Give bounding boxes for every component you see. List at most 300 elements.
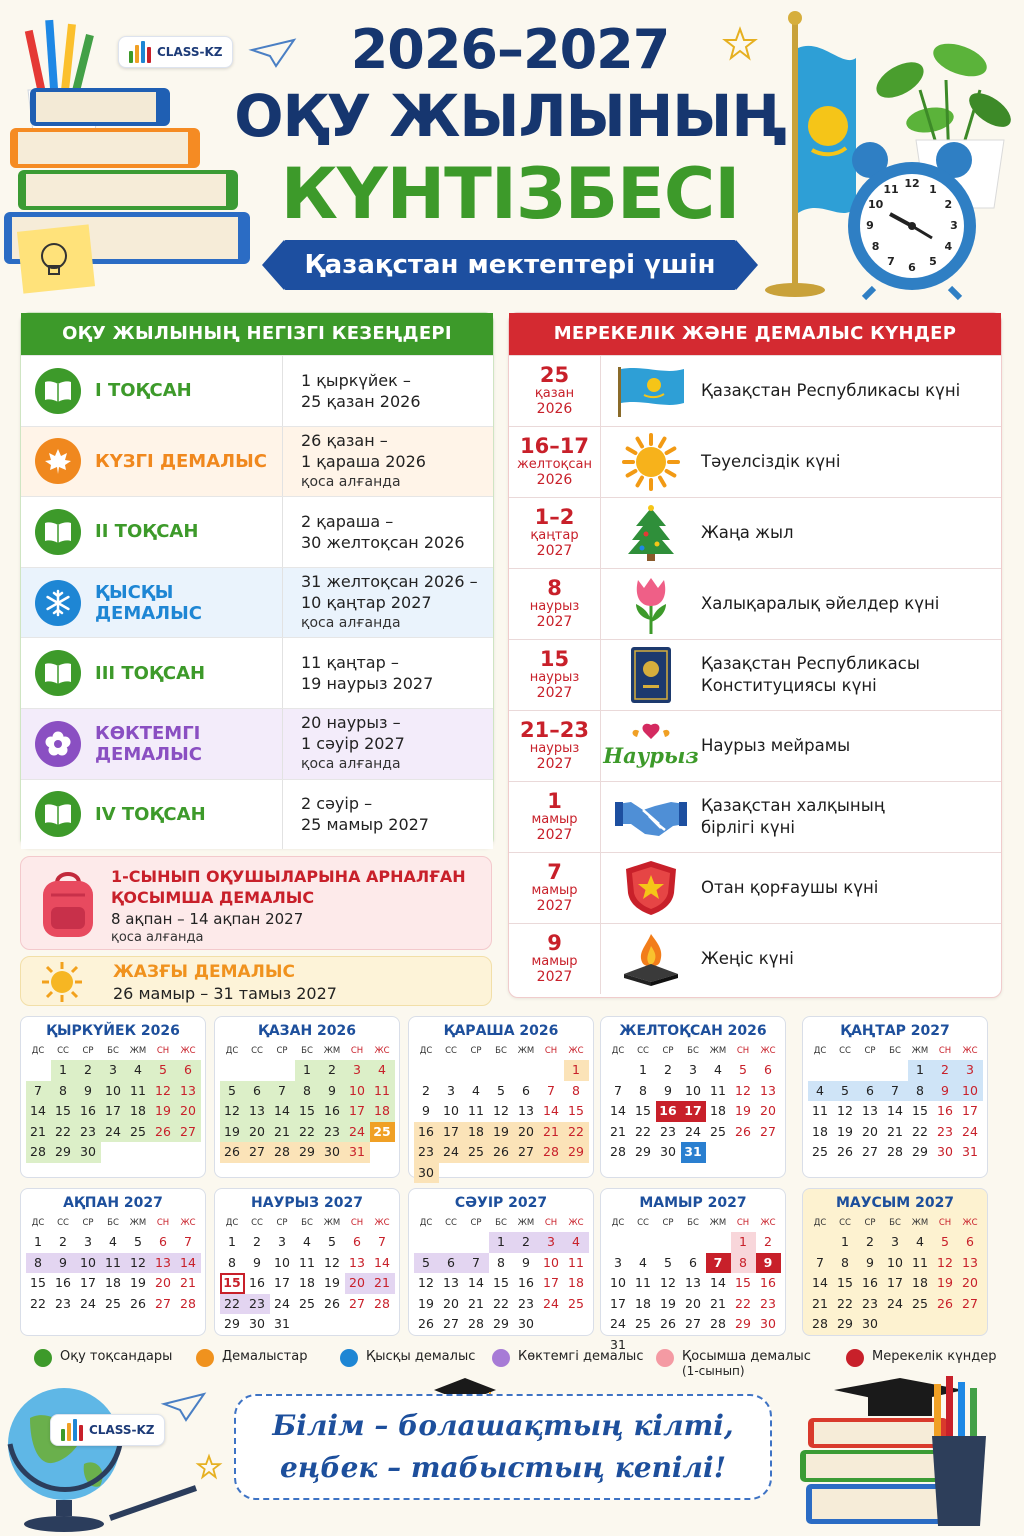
month-title: МАМЫР 2027 [639,1195,747,1211]
calendar-day: 19 [837,1123,853,1139]
calendar-day: 26 [489,1142,514,1163]
footer-logo-text: CLASS-KZ [89,1423,155,1437]
calendar-day: 9 [866,1254,874,1270]
calendar-day: 4 [808,1081,833,1102]
calendar-day: 29 [564,1142,589,1163]
holiday-year: 2027 [536,543,573,559]
weekday-label: ДС [611,1218,625,1228]
calendar-day: 20 [514,1122,539,1143]
calendar-day: 1 [564,1060,589,1081]
calendar-day: 23 [245,1294,270,1315]
calendar-day: 10 [887,1254,903,1270]
period-name: III ТОҚСАН [95,662,206,684]
period-name-cell [21,568,283,638]
period-date-line-2: 1 қараша 2026 [301,451,426,471]
calendar-day: 12 [324,1254,340,1270]
calendar-day: 26 [220,1142,245,1163]
calendar-day: 14 [543,1103,559,1118]
weekday-label: ЖС [374,1046,390,1056]
month-title: ҚАҢТАР 2027 [840,1023,950,1039]
calendar-day: 21 [180,1275,196,1290]
calendar-day: 22 [564,1122,589,1143]
calendar-day: 10 [274,1254,290,1270]
first-grade-title-1: 1-СЫНЫП ОҚУШЫЛАРЫНА АРНАЛҒАН [111,867,466,886]
calendar-day: 1 [34,1234,42,1249]
holiday-name-line-2: бірлігі күні [701,818,795,837]
calendar-day: 19 [220,1122,245,1143]
weekday-label: СС [251,1218,263,1228]
calendar-day: 1 [908,1060,933,1081]
period-date-line-1: 11 қаңтар – [301,653,399,673]
calendar-day: 13 [862,1103,878,1118]
weekday-label: БС [495,1218,507,1228]
calendar-day: 22 [220,1294,245,1315]
calendar-day: 2 [933,1060,958,1081]
period-name: КҮЗГІ ДЕМАЛЫС [95,450,267,472]
constitution-book-icon [601,645,701,705]
calendar-day: 24 [610,1316,626,1331]
calendar-day: 17 [681,1101,706,1122]
calendar-day: 21 [610,1123,626,1139]
calendar-day: 19 [418,1295,434,1311]
weekday-label: ЖС [568,1046,584,1056]
title-line-2: ОҚУ ЖЫЛЫНЫҢ [234,82,786,150]
empty-day [439,1060,464,1081]
holiday-name [701,948,794,970]
calendar-day: 26 [937,1295,953,1311]
calendar-day: 8 [295,1081,320,1102]
holiday-name-line-1: Қазақстан Республикасы [701,654,920,673]
calendar-day: 29 [493,1316,509,1331]
month-calendar [408,1016,594,1178]
calendar-day: 21 [370,1273,395,1294]
weekday-label: ЖМ [709,1046,727,1056]
period-note: қоса алғанда [301,473,401,490]
summer-holiday-title: ЖАЗҒЫ ДЕМАЛЫС [113,962,295,982]
weekday-label: ДС [611,1046,625,1056]
holiday-date [509,427,601,497]
calendar-day: 13 [151,1253,176,1274]
calendar-day: 25 [464,1142,489,1163]
weekday-label: СН [736,1218,750,1228]
legend-label: Көктемгі демалыс [518,1349,644,1364]
legend-text [60,1349,172,1364]
holiday-day: 1 [547,789,562,813]
calendar-day: 18 [635,1295,651,1311]
calendar-day: 15 [635,1103,651,1118]
calendar-day: 7 [464,1253,489,1274]
calendar-day: 7 [883,1081,908,1102]
calendar-day: 25 [812,1144,828,1159]
legend-label: Оқу тоқсандары [60,1349,173,1364]
holiday-row [509,710,1001,781]
calendar-day: 31 [274,1316,290,1331]
calendar-day: 24 [274,1295,290,1311]
weekday-label: СР [864,1218,876,1228]
weekday-label: СР [82,1218,94,1228]
calendar-day: 29 [224,1316,240,1331]
legend-label: Демалыстар [222,1349,308,1364]
calendar-day: 23 [320,1122,345,1143]
calendar-day: 21 [539,1122,564,1143]
calendar-day: 4 [126,1060,151,1081]
calendar-day: 6 [522,1082,530,1098]
calendar-day: 24 [962,1123,978,1139]
period-date-line-2: 30 желтоқсан 2026 [301,532,465,552]
book-icon [35,650,81,696]
legend-label: Қосымша демалыс [682,1349,811,1364]
calendar-day: 25 [635,1316,651,1331]
calendar-day: 18 [464,1122,489,1143]
calendar-day: 8 [639,1082,647,1098]
calendar-day: 14 [468,1275,484,1290]
subtitle-ribbon: Қазақстан мектептері үшін [284,240,736,290]
weekday-label: СС [637,1218,649,1228]
month-grid [606,1214,781,1355]
calendar-day: 24 [685,1123,701,1139]
holiday-name [701,653,920,697]
month-title: ҚЫРКҮЙЕК 2026 [46,1023,180,1039]
period-name-cell [21,427,283,497]
holiday-name-line-2: Конституциясы күні [701,676,877,695]
period-date-line-2: 25 қазан 2026 [301,391,421,411]
weekday-label: СР [470,1218,482,1228]
clock-face-numbers [844,140,980,300]
calendar-day: 9 [664,1082,672,1098]
footer-paper-plane-icon [162,1392,206,1422]
empty-day [808,1060,833,1081]
calendar-day: 2 [76,1060,101,1081]
period-dates [283,511,465,553]
calendar-day: 24 [887,1295,903,1311]
period-date-line-1: 26 қазан – [301,430,388,450]
calendar-day: 6 [159,1234,167,1249]
first-grade-title-2: ҚОСЫМША ДЕМАЛЫС [111,888,315,907]
calendar-day: 9 [756,1253,781,1274]
period-dates [283,430,426,493]
legend-text [872,1349,997,1364]
calendar-day: 30 [76,1142,101,1163]
class-kz-logo [118,36,233,68]
calendar-day: 12 [220,1101,245,1122]
calendar-day: 3 [278,1234,286,1249]
weekday-label: ЖМ [709,1218,727,1228]
weekday-label: ДС [419,1046,433,1056]
calendar-day: 17 [887,1275,903,1290]
holiday-date [509,569,601,639]
calendar-day: 28 [710,1316,726,1331]
calendar-day: 19 [937,1275,953,1290]
calendar-day: 28 [812,1316,828,1331]
calendar-day: 20 [760,1103,776,1118]
empty-day [858,1060,883,1081]
calendar-day: 28 [374,1295,390,1311]
calendar-day: 9 [51,1253,76,1274]
calendar-day: 17 [610,1295,626,1311]
period-date-line-2: 10 қаңтар 2027 [301,593,432,613]
calendar-day: 27 [349,1295,365,1311]
calendar-day: 30 [937,1144,953,1159]
month-calendar [20,1016,206,1178]
calendar-day: 18 [299,1275,315,1290]
holiday-name-line-1: Отан қорғаушы күні [701,878,879,897]
calendar-day: 26 [324,1295,340,1311]
calendar-day: 17 [274,1275,290,1290]
calendar-day: 29 [735,1316,751,1331]
holiday-row [509,426,1001,497]
calendar-day: 17 [345,1101,370,1122]
empty-day [606,1060,631,1081]
eternal-flame-icon [601,930,701,988]
handshake-icon [601,794,701,840]
calendar-day: 29 [295,1142,320,1163]
holidays-heading: МЕРЕКЕЛІК ЖӘНЕ ДЕМАЛЫС КҮНДЕР [509,313,1001,355]
weekday-label: СН [938,1218,952,1228]
empty-day [681,1232,706,1253]
empty-day [606,1232,631,1253]
calendar-day: 30 [320,1142,345,1163]
calendar-day: 28 [610,1144,626,1159]
calendar-day: 16 [518,1275,534,1290]
calendar-day: 11 [568,1254,584,1270]
nauryz-logo-icon [601,721,701,771]
calendar-day: 4 [564,1232,589,1253]
month-calendar [408,1188,594,1336]
calendar-day: 17 [962,1103,978,1118]
calendar-day: 16 [862,1275,878,1290]
month-grid [808,1042,983,1163]
tulip-icon [601,574,701,634]
legend-swatch [196,1349,214,1367]
legend-swatch [34,1349,52,1367]
calendar-day: 2 [764,1234,772,1249]
weekday-label: СС [839,1046,851,1056]
period-row [21,355,493,426]
footer-logo-bars-icon [61,1419,83,1441]
calendar-day: 26 [130,1295,146,1311]
calendar-day: 16 [760,1275,776,1290]
quote-line-1: Білім – болашақтың кілті, [272,1409,734,1442]
empty-day [833,1060,858,1081]
holiday-month: наурыз [529,599,580,614]
calendar-day: 15 [295,1101,320,1122]
study-periods-panel [20,312,494,848]
holiday-day: 16–17 [520,434,589,458]
weekday-label: БС [889,1218,901,1228]
calendar-day: 29 [912,1144,928,1159]
calendar-day: 3 [891,1234,899,1249]
calendar-day: 9 [320,1081,345,1102]
period-dates [283,712,405,775]
calendar-day: 23 [760,1295,776,1311]
month-title: ЖЕЛТОҚСАН 2026 [619,1023,767,1039]
christmas-tree-icon [601,504,701,562]
calendar-day: 18 [568,1275,584,1290]
calendar-day: 25 [299,1295,315,1311]
holiday-name-line-1: Қазақстан халқының [701,796,885,815]
holiday-date [509,853,601,923]
weekday-label: БС [889,1046,901,1056]
legend-item [340,1349,475,1367]
holiday-year: 2026 [536,472,573,488]
clock-number: 12 [904,177,920,190]
sun-icon [601,432,701,492]
holiday-name [701,593,939,615]
weekday-label: СН [544,1218,558,1228]
ribbon-left-tail [262,240,284,290]
header [0,0,1024,305]
period-name: II ТОҚСАН [95,521,199,543]
legend-sub: (1-сынып) [682,1364,745,1378]
holiday-name [701,522,794,544]
summer-holiday-dates: 26 мамыр – 31 тамыз 2027 [113,984,337,1003]
calendar-day: 29 [635,1144,651,1159]
calendar-day: 3 [447,1082,455,1098]
calendar-day: 23 [55,1295,71,1311]
title-line-3: КҮНТІЗБЕСІ [280,153,740,235]
weekday-label: СН [156,1046,170,1056]
calendar-day: 8 [841,1254,849,1270]
month-title: ҚАРАША 2026 [443,1023,559,1039]
calendar-day: 11 [912,1254,928,1270]
month-calendar [214,1188,400,1336]
empty-day [270,1060,295,1081]
calendar-day: 30 [414,1163,439,1184]
calendar-day: 3 [539,1232,564,1253]
weekday-label: ЖС [962,1218,978,1228]
empty-day [808,1232,833,1253]
holiday-name [701,380,960,402]
calendar-day: 8 [228,1254,236,1270]
period-date-line-1: 2 қараша – [301,511,394,531]
calendar-day: 14 [710,1275,726,1290]
calendar-day: 4 [109,1234,117,1249]
holiday-date [509,498,601,568]
calendar-day: 2 [514,1232,539,1253]
weekday-label: СР [276,1218,288,1228]
weekday-label: СР [662,1046,674,1056]
weekday-label: СС [57,1046,69,1056]
weekday-label: ЖС [962,1046,978,1056]
shield-star-icon [601,859,701,917]
weekday-label: БС [495,1046,507,1056]
calendar-day: 31 [962,1144,978,1159]
calendar-day: 20 [155,1275,171,1290]
weekday-label: СР [276,1046,288,1056]
calendar-day: 30 [760,1316,776,1331]
month-title: НАУРЫЗ 2027 [251,1195,363,1211]
legend-item [846,1349,997,1367]
legend-item [492,1349,643,1367]
period-name-cell [21,638,283,708]
weekday-label: СН [350,1046,364,1056]
calendar-day: 15 [912,1103,928,1118]
holiday-name-line-1: Тәуелсіздік күні [701,452,841,471]
calendar-day: 12 [660,1275,676,1290]
calendar-day: 5 [134,1234,142,1249]
period-date-line-1: 31 желтоқсан 2026 – [301,572,478,592]
calendar-day: 17 [80,1275,96,1290]
calendar-day: 8 [572,1082,580,1098]
period-row [21,708,493,779]
calendar-day: 1 [841,1234,849,1249]
calendar-day: 18 [105,1275,121,1290]
calendar-day: 27 [514,1142,539,1163]
legend-text [366,1349,475,1364]
holiday-day: 8 [547,576,562,600]
calendar-day: 3 [345,1060,370,1081]
calendar-day: 19 [489,1122,514,1143]
calendar-day: 7 [706,1253,731,1274]
calendar-day: 21 [710,1295,726,1311]
calendar-day: 3 [689,1062,697,1077]
calendar-day: 8 [497,1254,505,1270]
weekday-label: СН [544,1046,558,1056]
calendar-day: 27 [862,1144,878,1159]
weekday-label: ЖМ [129,1218,147,1228]
calendar-day: 30 [660,1144,676,1159]
period-date-line-2: 19 наурыз 2027 [301,674,434,694]
holiday-year: 2027 [536,685,573,701]
calendar-day: 16 [76,1101,101,1122]
calendar-day: 12 [837,1103,853,1118]
calendar-day: 7 [26,1081,51,1102]
calendar-day: 16 [656,1101,681,1122]
calendar-day: 19 [735,1103,751,1118]
holiday-name [701,735,850,757]
holiday-month: мамыр [531,812,578,827]
month-grid [220,1042,395,1163]
holiday-name-line-1: Жеңіс күні [701,949,794,968]
calendar-day: 25 [912,1295,928,1311]
calendar-day: 12 [735,1082,751,1098]
calendar-day: 27 [155,1295,171,1311]
holiday-day: 15 [539,647,570,671]
period-row [21,779,493,850]
footer-class-kz-logo [50,1414,165,1446]
title-years: 2026–2027 [350,18,670,81]
legend-item [34,1349,172,1367]
logo-text: CLASS-KZ [157,45,223,59]
calendar-day: 1 [731,1232,756,1253]
weekday-label: СН [350,1218,364,1228]
calendar-day: 19 [660,1295,676,1311]
weekday-label: ЖМ [517,1046,535,1056]
holidays-panel [508,312,1002,998]
period-name: I ТОҚСАН [95,380,192,402]
month-calendar [600,1188,786,1352]
calendar-day: 15 [51,1101,76,1122]
calendar-day: 13 [760,1082,776,1098]
backpack-icon [35,869,101,939]
empty-day [539,1060,564,1081]
weekday-label: СС [637,1046,649,1056]
calendar-day: 17 [543,1275,559,1290]
calendar-day: 14 [887,1103,903,1118]
weekday-label: ДС [31,1046,45,1056]
calendar-day: 6 [353,1234,361,1249]
empty-day [245,1060,270,1081]
snowflake-icon [35,580,81,626]
weekday-label: ДС [419,1218,433,1228]
period-date-line-2: 25 мамыр 2027 [301,815,429,835]
weekday-label: ДС [813,1218,827,1228]
calendar-day: 25 [568,1295,584,1311]
holiday-date [509,924,601,994]
calendar-day: 25 [105,1295,121,1311]
holiday-name-line-1: Халықаралық әйелдер күні [701,594,940,613]
period-row [21,567,493,638]
